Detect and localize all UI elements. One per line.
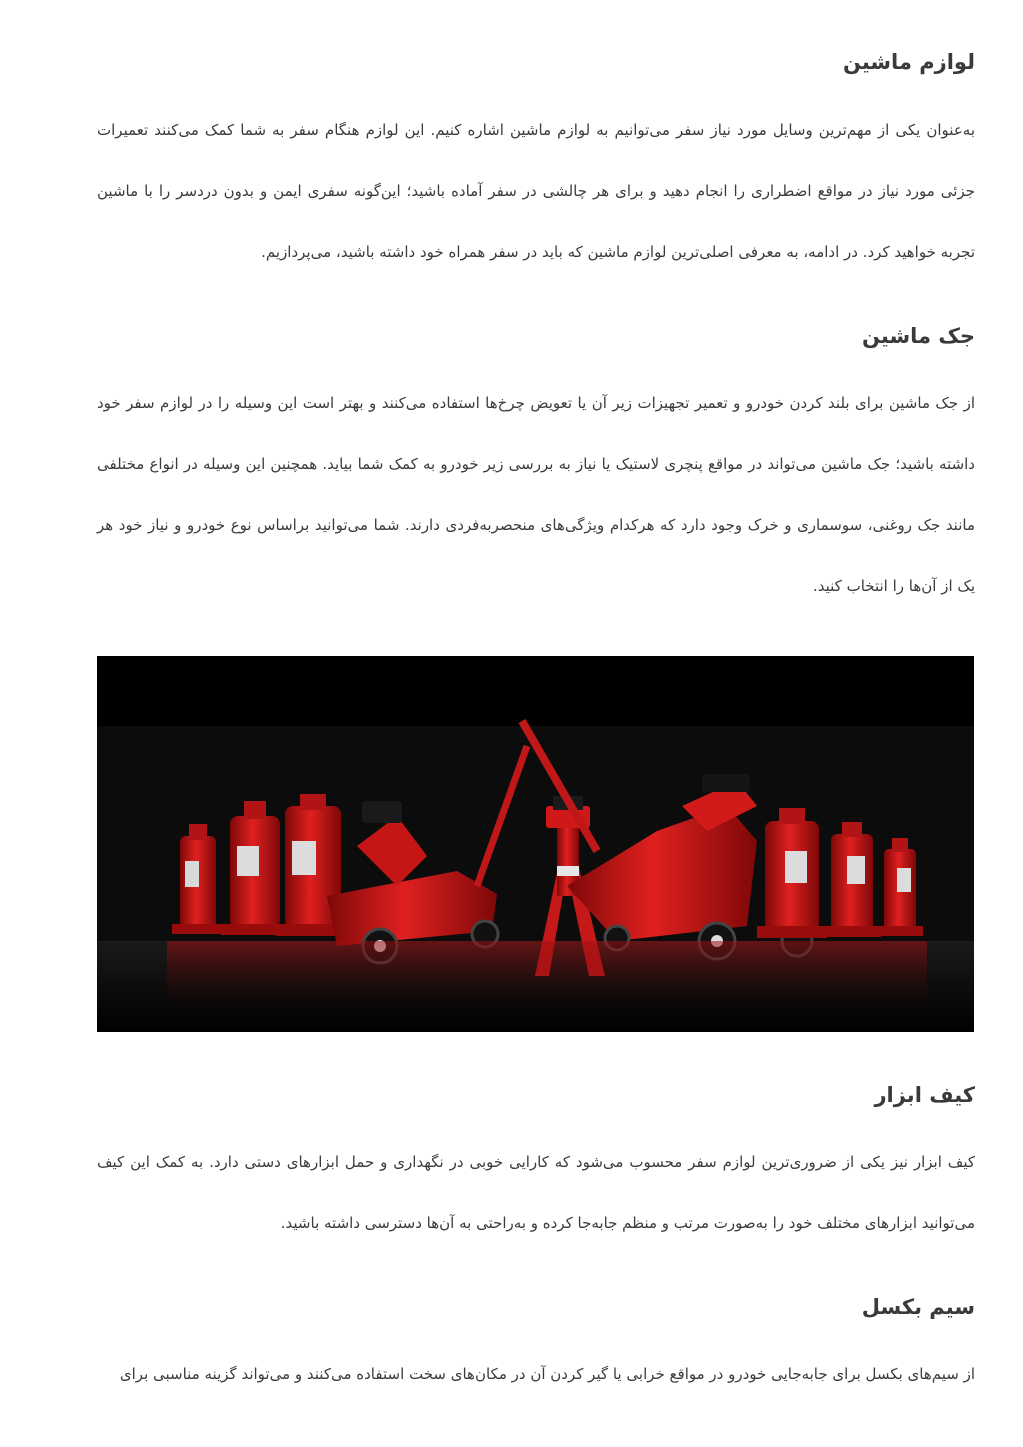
section-heading-tool-bag: کیف ابزار — [874, 1083, 975, 1107]
bottle-jack-right-medium — [823, 822, 881, 937]
section-heading-car-accessories: لوازم ماشین — [842, 50, 975, 74]
section-heading-car-jack: جک ماشین — [862, 324, 975, 348]
section-body-tow-cable: از سیم‌های بکسل برای جابه‌جایی خودرو در مواقع خرابی یا گیر کردن آن در مکان‌های سخت استفاده می‌کنند و می‌تواند گزینه مناسبی برای — [119, 1365, 975, 1383]
bottle-jack-right-large — [757, 808, 827, 938]
bottle-jack-left-medium — [221, 801, 289, 935]
section-heading-tow-cable: سیم بکسل — [861, 1295, 975, 1319]
car-jacks-product-image — [97, 656, 974, 1032]
section-body-car-accessories: به‌عنوان یکی از مهم‌ترین وسایل مورد نیاز سفر می‌توانیم به لوازم ماشین اشاره کنیم. این لوازم هنگام سفر به شما کمک می‌کنند تعمیرات جزئی مورد نیاز در مواقع اضطراری را انجام دهید و برای هر چالشی در سفر آماده باشید؛ این‌گونه سفری ایمن و بدون دردسر را با ماشین تجربه خواهید کرد. در ادامه، به معرفی اصلی‌ترین لوازم ماشین که باید در سفر همراه خود داشته باشید، می‌پردازیم. — [97, 121, 975, 261]
section-body-tool-bag: کیف ابزار نیز یکی از ضروری‌ترین لوازم سفر محسوب می‌شود که کارایی خوبی در نگهداری و حمل ابزارهای دستی دارد. به کمک این کیف می‌توانید ابزارهای مختلف خود را به‌صورت مرتب و منظم جابه‌جا کرده و به‌راحتی به آن‌ها دسترسی داشته باشید. — [97, 1153, 975, 1232]
section-body-car-jack: از جک ماشین برای بلند کردن خودرو و تعمیر تجهیزات زیر آن یا تعویض چرخ‌ها استفاده می‌کنند و بهتر است این وسیله را در لوازم سفر خود داشته باشید؛ جک ماشین می‌تواند در مواقع پنچری لاستیک یا نیاز به بررسی زیر خودرو به کمک شما بیاید. همچنین این وسیله در انواع مختلفی مانند جک روغنی، سوسماری و خرک وجود دارد که هرکدام ویژگی‌های منحصربه‌فردی دارند. شما می‌توانید براساس نوع خودرو و نیاز خود هر یک از آن‌ها را انتخاب کنید. — [97, 394, 975, 595]
